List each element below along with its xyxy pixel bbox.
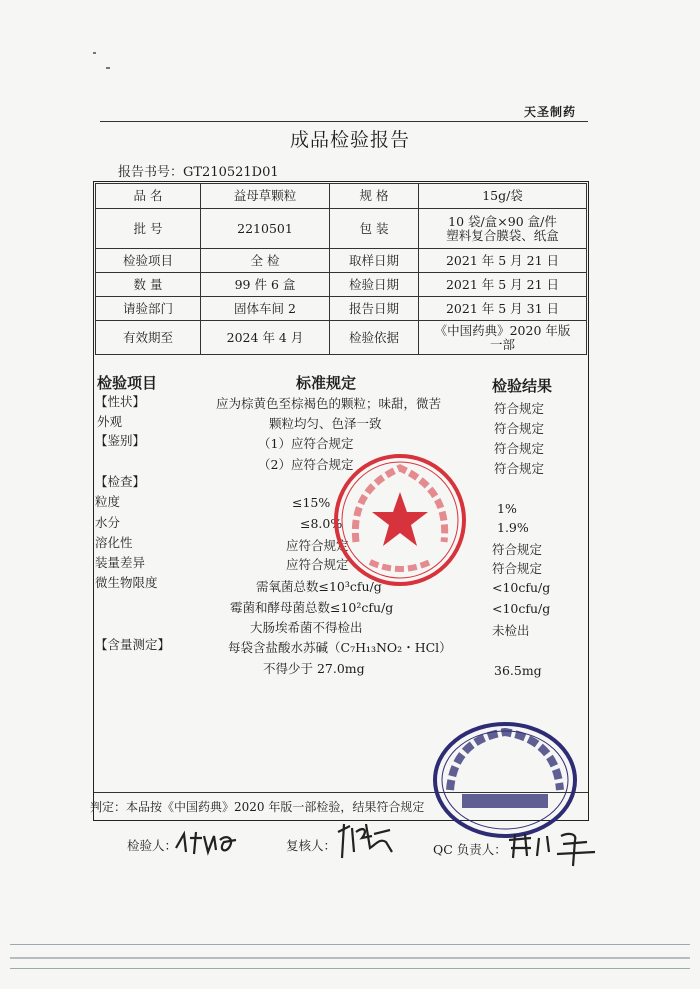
seal-inner-ring — [442, 731, 568, 829]
reviewer-signature — [330, 818, 400, 862]
label-sampling: 取样日期 — [330, 249, 419, 273]
std-granularity: ≤15% — [292, 495, 331, 510]
value-pack-line1: 10 袋/盒×90 盒/件 — [448, 213, 557, 229]
value-basis-line2: 一部 — [489, 336, 515, 352]
std-microbe-1: 需氧菌总数≤10³cfu/g — [256, 579, 382, 594]
result-microbe-2: <10cfu/g — [492, 601, 551, 616]
inspector-label: 检验人： — [127, 838, 178, 853]
std-moisture: ≤8.0% — [300, 516, 343, 531]
col-header-item: 检验项目 — [97, 374, 158, 392]
result-identification-2: 符合规定 — [494, 461, 545, 476]
page-title: 成品检验报告 — [289, 129, 410, 151]
section-character: 【性状】 — [95, 394, 146, 409]
value-item: 全 检 — [201, 249, 330, 273]
result-microbe-1: <10cfu/g — [492, 580, 551, 595]
reviewer-label: 复核人： — [286, 838, 337, 853]
result-moisture: 1.9% — [497, 520, 529, 535]
item-fill: 装量差异 — [95, 555, 146, 570]
col-header-result: 检验结果 — [492, 377, 553, 395]
result-granularity: 1% — [497, 501, 517, 516]
std-solubility: 应符合规定 — [286, 538, 349, 553]
item-appearance: 外观 — [97, 414, 123, 429]
scan-footer-line — [10, 968, 690, 969]
scan-speck — [93, 52, 96, 54]
std-identification-1: （1）应符合规定 — [258, 436, 354, 451]
item-granularity: 粒度 — [95, 494, 121, 509]
std-character-2: 颗粒均匀、色泽一致 — [269, 416, 382, 431]
result-microbe-3: 未检出 — [492, 623, 530, 638]
label-spec: 规 格 — [330, 184, 419, 209]
label-pack: 包 装 — [330, 209, 419, 249]
std-assay-1: 每袋含盐酸水苏碱（C₇H₁₃NO₂・HCl） — [228, 640, 452, 655]
label-expiry: 有效期至 — [96, 321, 201, 355]
col-header-standard: 标准规定 — [296, 374, 357, 392]
value-qty: 99 件 6 盒 — [201, 273, 330, 297]
label-dept: 请验部门 — [96, 297, 201, 321]
section-identification: 【鉴别】 — [95, 433, 146, 448]
info-table — [95, 183, 587, 355]
section-assay: 【含量测定】 — [95, 637, 171, 652]
scan-speck — [106, 67, 110, 69]
value-batch: 2210501 — [201, 209, 330, 249]
brand-mark: 天圣制药 — [524, 105, 577, 119]
value-test-date: 2021 年 5 月 21 日 — [419, 273, 587, 297]
header-rule — [100, 121, 588, 122]
value-product: 益母草颗粒 — [201, 184, 330, 209]
report-number: 报告书号：GT210521D01 — [118, 165, 279, 180]
seal-star-icon — [372, 492, 428, 546]
value-pack-line2: 塑料复合膜袋、纸盒 — [446, 227, 559, 243]
label-report-date: 报告日期 — [330, 297, 419, 321]
inspector-signature — [172, 828, 242, 858]
result-fill: 符合规定 — [492, 561, 543, 576]
qc-signature — [505, 826, 600, 870]
seal-lettering-bottom — [370, 562, 430, 569]
inspection-pass-seal — [432, 720, 578, 840]
std-identification-2: （2）应符合规定 — [258, 457, 354, 472]
item-moisture: 水分 — [95, 515, 121, 530]
scan-footer-line — [10, 944, 690, 945]
item-microbe: 微生物限度 — [95, 575, 158, 590]
label-qty: 数 量 — [96, 273, 201, 297]
conclusion: 判定：本品按《中国药典》2020 年版一部检验，结果符合规定 — [90, 800, 425, 814]
value-dept: 固体车间 2 — [201, 297, 330, 321]
value-sampling: 2021 年 5 月 21 日 — [419, 249, 587, 273]
std-microbe-2: 霉菌和酵母菌总数≤10²cfu/g — [230, 600, 394, 615]
value-pack — [419, 209, 587, 249]
seal-ring — [435, 724, 575, 836]
seal-lettering-band — [462, 794, 548, 808]
std-microbe-3: 大肠埃希菌不得检出 — [250, 620, 363, 635]
value-expiry: 2024 年 4 月 — [201, 321, 330, 355]
value-basis — [419, 321, 587, 355]
result-assay: 36.5mg — [494, 663, 542, 678]
value-basis-line1: 《中国药典》2020 年版 — [434, 322, 571, 338]
item-solubility: 溶化性 — [95, 535, 133, 550]
std-character-1: 应为棕黄色至棕褐色的颗粒；味甜，微苦 — [216, 396, 442, 411]
std-fill: 应符合规定 — [286, 557, 349, 572]
value-report-date: 2021 年 5 月 31 日 — [419, 297, 587, 321]
qc-label: QC 负责人： — [433, 842, 507, 857]
scan-footer-line — [10, 957, 690, 959]
quality-department-seal — [330, 450, 470, 590]
label-product: 品 名 — [96, 184, 201, 209]
value-spec: 15g/袋 — [419, 184, 587, 209]
label-item: 检验项目 — [96, 249, 201, 273]
std-assay-2: 不得少于 27.0mg — [263, 661, 365, 676]
result-identification-1: 符合规定 — [494, 441, 545, 456]
label-test-date: 检验日期 — [330, 273, 419, 297]
section-check: 【检查】 — [95, 474, 146, 489]
label-basis: 检验依据 — [330, 321, 419, 355]
result-solubility: 符合规定 — [492, 542, 543, 557]
label-batch: 批 号 — [96, 209, 201, 249]
result-character-2: 符合规定 — [494, 421, 545, 436]
result-character-1: 符合规定 — [494, 401, 545, 416]
